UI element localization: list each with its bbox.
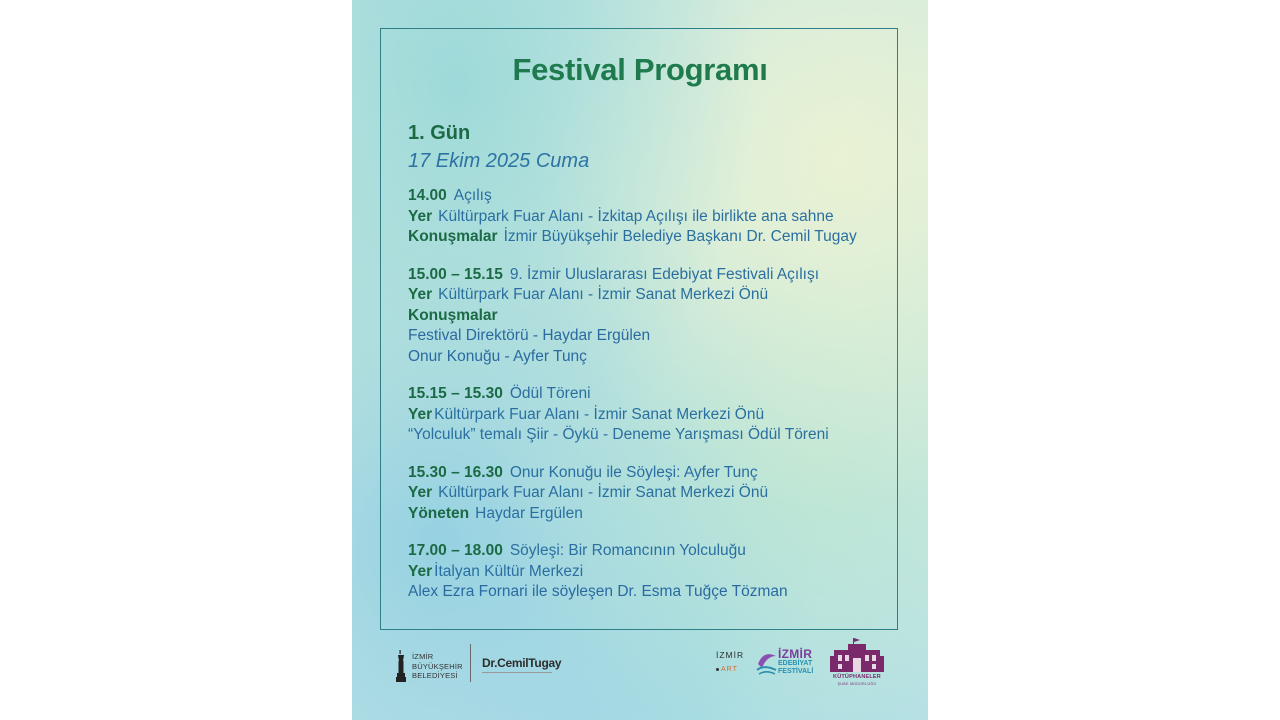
event-talks-row [408,227,888,248]
event-place: Kültürpark Fuar Alanı - İzmir Sanat Merkezi Önü [438,484,769,501]
festival-logo-line: İZMİR [778,647,813,661]
event-name: Söyleşi: Bir Romancının Yolculuğu [509,542,746,559]
event-speaker: Onur Konuğu - Ayfer Tunç [408,347,587,365]
izmir-logo-text [412,652,463,681]
event-time: 15.15 – 15.30 [408,385,503,402]
event-item [408,265,888,368]
event-place: Kültürpark Fuar Alanı - İzmir Sanat Merkezi Önü [438,286,769,303]
talks-label: Konuşmalar [408,306,498,324]
izmir-municipality-logo [396,648,476,682]
event-talks: İzmir Büyükşehir Belediye Başkanı Dr. Cemil Tugay [503,228,857,245]
event-item [408,463,888,525]
event-time: 17.00 – 18.00 [408,542,503,559]
clock-tower-icon [396,650,406,682]
event-talks-row [408,306,888,327]
library-building-icon [826,636,888,674]
event-name: Onur Konuğu ile Söyleşi: Ayfer Tunç [509,463,758,481]
art-logo-bottom: ART [721,666,738,673]
event-place-row [408,483,888,504]
event-note: “Yolculuk” temalı Şiir - Öykü - Deneme Yarışması Ödül Töreni [408,426,829,443]
tugay-logo-underline [482,671,561,676]
tugay-logo-text: Dr.CemilTugay [482,656,562,670]
festival-poster [352,0,928,720]
event-heading [408,541,888,562]
program-content [408,120,888,620]
izmir-logo-line: BELEDİYESİ [412,671,458,680]
event-time: 14.00 [408,187,447,204]
sponsor-footer [352,636,928,692]
place-label: Yer [408,562,433,580]
library-logo-name: KÜTÜPHANELER [833,674,881,680]
event-place-row [408,207,888,228]
place-label: Yer [408,207,433,225]
event-name: 9. İzmir Uluslararası Edebiyat Festivali Açılışı [509,265,820,283]
event-name: Ödül Töreni [509,385,591,402]
event-host-row [408,504,888,525]
izmir-art-logo [716,650,750,686]
book-wave-icon [756,646,778,676]
event-place-row [408,562,888,583]
izmir-logo-line: İZMİR [412,652,434,661]
event-place: İtalyan Kültür Merkezi [434,562,584,580]
event-place: Kültürpark Fuar Alanı - İzkitap Açılışı ile birlikte ana sahne [438,207,834,225]
event-time: 15.30 – 16.30 [408,463,503,481]
event-speaker: Festival Direktörü - Haydar Ergülen [408,327,651,344]
event-place: Kültürpark Fuar Alanı - İzmir Sanat Merkezi Önü [434,405,765,423]
page-title: Festival Programı [512,52,768,87]
logo-divider [470,644,471,682]
libraries-logo [826,636,888,690]
event-heading [408,384,888,405]
talks-label: Konuşmalar [408,228,498,245]
art-logo-bottom-row [716,666,750,673]
event-host: Haydar Ergülen [475,504,583,522]
festival-logo-line: FESTİVALİ [778,668,814,675]
event-place-row [408,405,888,426]
event-name: Açılış [453,187,492,204]
dot-icon [716,668,719,671]
event-heading [408,463,888,484]
event-place-row [408,285,888,306]
event-list [408,186,888,603]
festival-logo-line: EDEBİYAT [778,660,813,667]
izmir-logo-line: BÜYÜKŞEHİR [412,661,463,671]
place-label: Yer [408,405,433,423]
event-note: Alex Ezra Fornari ile söyleşen Dr. Esma Tuğçe Tözman [408,583,788,600]
place-label: Yer [408,286,433,303]
event-item [408,186,888,248]
cemil-tugay-logo [482,656,561,676]
day-date: 17 Ekim 2025 Cuma [408,150,590,172]
place-label: Yer [408,484,433,501]
event-heading [408,265,888,286]
event-time: 15.00 – 15.15 [408,265,503,283]
host-label: Yöneten [408,504,470,522]
literature-festival-logo [756,640,826,688]
art-logo-top: İZMİR [716,650,745,660]
event-item [408,384,888,446]
event-heading [408,186,888,207]
library-logo-sub: ŞUBE MÜDÜRLÜĞÜ [837,682,877,686]
event-item [408,541,888,603]
day-label: 1. Gün [408,122,471,144]
